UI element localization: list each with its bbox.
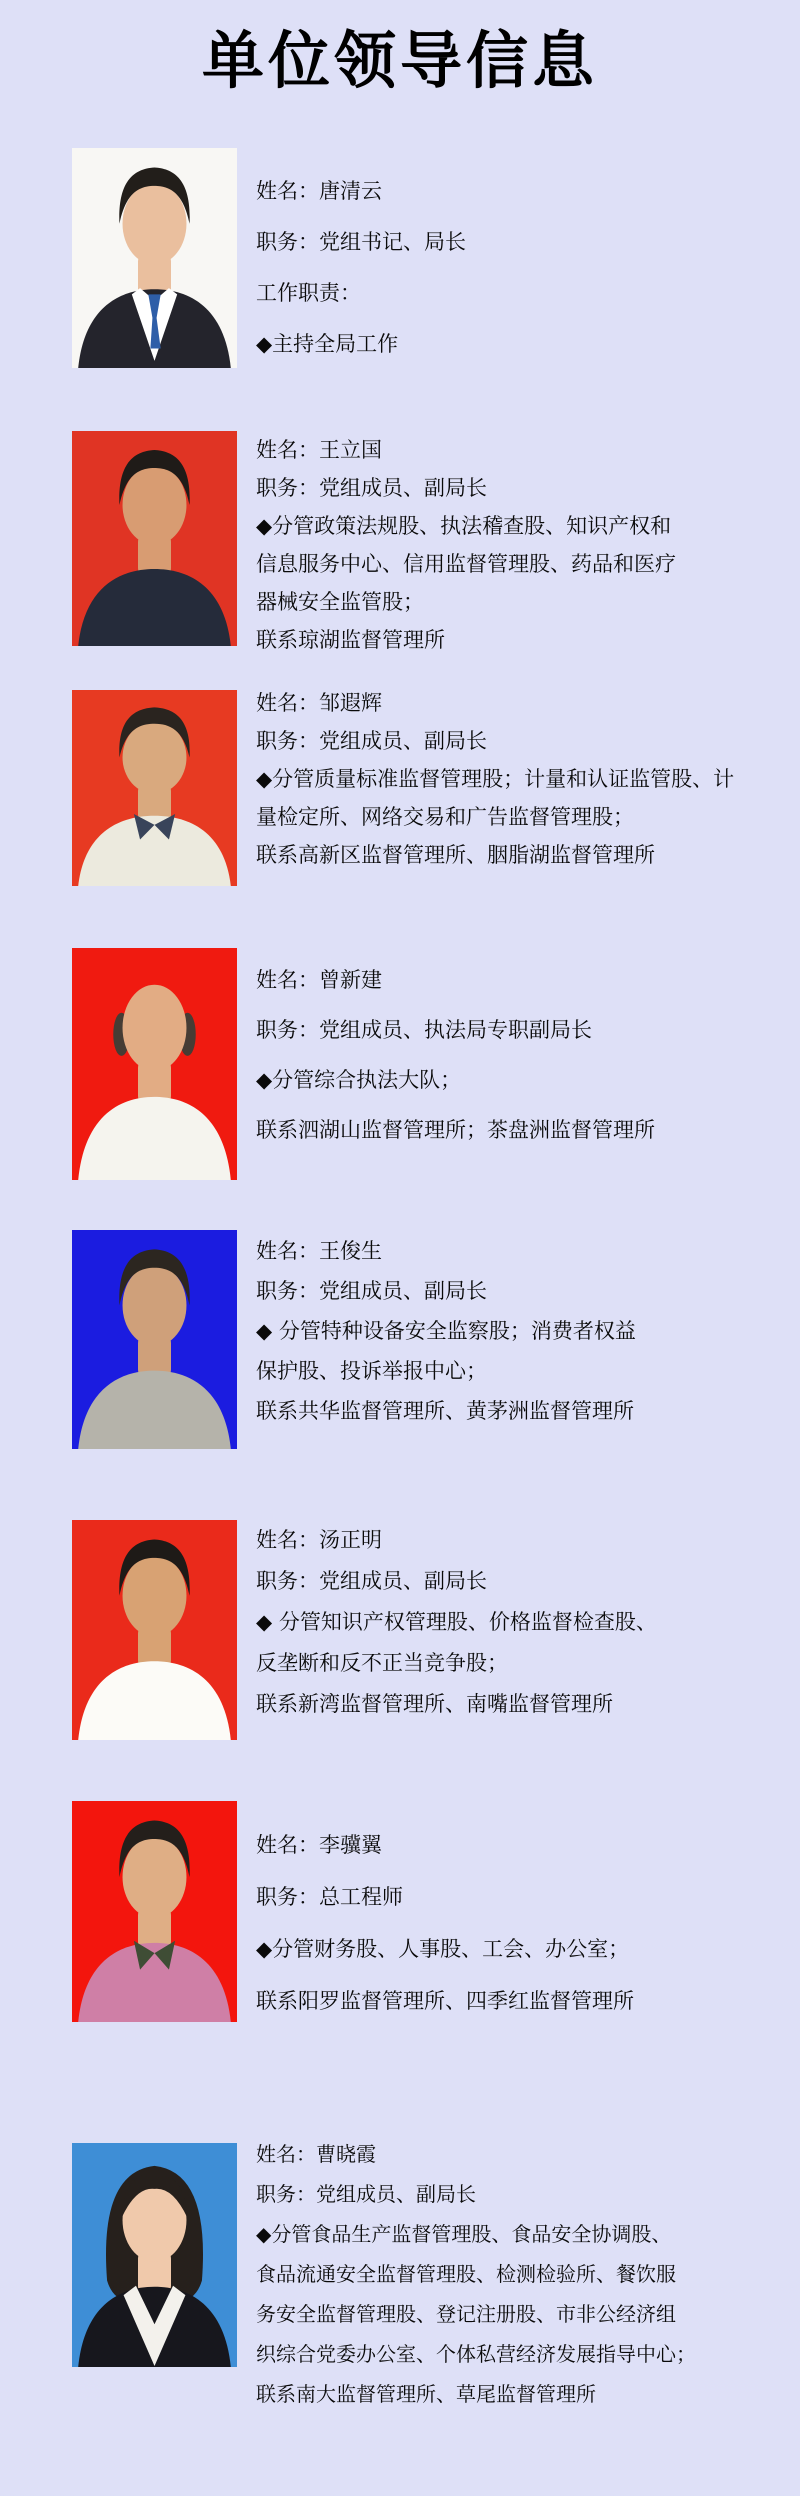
position-label: 职务：: [256, 2182, 316, 2206]
name-label: 姓名：: [256, 1528, 319, 1552]
leader-entry: [0, 1520, 800, 1740]
leader-name-line: [256, 166, 786, 217]
leader-name: 邹遐辉: [319, 691, 382, 715]
leader-name-line: [256, 1520, 786, 1561]
name-label: 姓名：: [256, 1239, 319, 1263]
leader-name-line: [256, 431, 786, 469]
leader-name-line: [256, 684, 786, 722]
portrait-illustration: [72, 148, 237, 368]
leader-duty-line: ◆分管食品生产监督管理股、食品安全协调股、: [256, 2222, 672, 2246]
leader-duty-line: 联系新湾监督管理所、南嘴监督管理所: [256, 1692, 613, 1716]
leader-duty-line: 联系阳罗监督管理所、四季红监督管理所: [256, 1989, 634, 2013]
leader-position-line: [256, 1005, 786, 1055]
leader-name-line: [256, 955, 786, 1005]
leader-text-block: [256, 1231, 786, 1431]
leader-name: 汤正明: [319, 1528, 382, 1552]
portrait-illustration: [72, 431, 237, 646]
leader-position-line: [256, 2174, 786, 2214]
portrait-illustration: [72, 1801, 237, 2022]
position-label: 职务：: [256, 729, 319, 753]
leader-position: 党组成员、副局长: [319, 729, 487, 753]
leader-name: 曾新建: [319, 968, 382, 992]
leader-photo: [72, 1520, 237, 1740]
leader-name-line: [256, 1819, 786, 1871]
leader-position-line: [256, 722, 786, 760]
leader-position: 总工程师: [319, 1885, 403, 1909]
leader-text-block: [256, 955, 786, 1155]
position-label: 职务：: [256, 476, 319, 500]
leader-entry: [0, 948, 800, 1180]
leader-duty-line: 织综合党委办公室、个体私营经济发展指导中心；: [256, 2342, 696, 2366]
leader-duty-line: 工作职责：: [256, 281, 361, 305]
leader-duty-line: 食品流通安全监督管理股、检测检验所、餐饮服: [256, 2262, 676, 2286]
leader-position: 党组成员、副局长: [319, 476, 487, 500]
leader-position-line: [256, 469, 786, 507]
leader-photo: [72, 148, 237, 368]
leader-position-line: [256, 217, 786, 268]
leader-name: 王俊生: [319, 1239, 382, 1263]
leader-name-line: [256, 2134, 786, 2174]
name-label: 姓名：: [256, 179, 319, 203]
leader-entry: [0, 690, 800, 886]
portrait-illustration: [72, 948, 237, 1180]
leader-name-line: [256, 1231, 786, 1271]
portrait-illustration: [72, 690, 237, 886]
leader-position: 党组成员、执法局专职副局长: [319, 1018, 592, 1042]
leader-duty-line: 联系共华监督管理所、黄茅洲监督管理所: [256, 1399, 634, 1423]
position-label: 职务：: [256, 1279, 319, 1303]
leader-duty-line: 器械安全监管股；: [256, 590, 424, 614]
leader-text-block: [256, 431, 786, 659]
leader-duty-line: ◆分管政策法规股、执法稽查股、知识产权和: [256, 514, 672, 538]
leader-duty-line: 联系泗湖山监督管理所；茶盘洲监督管理所: [256, 1118, 655, 1142]
leader-photo: [72, 948, 237, 1180]
leader-position-line: [256, 1561, 786, 1602]
portrait-illustration: [72, 2143, 237, 2367]
leader-duty-line: 联系琼湖监督管理所: [256, 628, 445, 652]
leader-entry: [0, 1801, 800, 2022]
leader-photo: [72, 1230, 237, 1449]
leader-duty-line: 保护股、投诉举报中心；: [256, 1359, 487, 1383]
leader-duty-line: 联系南大监督管理所、草尾监督管理所: [256, 2382, 596, 2406]
name-label: 姓名：: [256, 968, 319, 992]
leader-name: 唐清云: [319, 179, 382, 203]
position-label: 职务：: [256, 1018, 319, 1042]
name-label: 姓名：: [256, 438, 319, 462]
leader-name: 曹晓霞: [316, 2142, 376, 2166]
leader-duty-line: ◆分管质量标准监督管理股；计量和认证监管股、计: [256, 767, 735, 791]
leader-entry: [0, 148, 800, 368]
leader-duty-line: 信息服务中心、信用监督管理股、药品和医疗: [256, 552, 676, 576]
leader-position: 党组成员、副局长: [319, 1569, 487, 1593]
leader-photo: [72, 431, 237, 646]
leader-duty-line: ◆分管综合执法大队；: [256, 1068, 462, 1092]
name-label: 姓名：: [256, 1833, 319, 1857]
leader-name: 李骥翼: [319, 1833, 382, 1857]
leader-text-block: [256, 1520, 786, 1725]
leader-entry: [0, 1230, 800, 1449]
leader-position-line: [256, 1271, 786, 1311]
leader-text-block: [256, 2134, 786, 2414]
leader-duty-line: 务安全监督管理股、登记注册股、市非公经济组: [256, 2302, 676, 2326]
leader-photo: [72, 2143, 237, 2367]
position-label: 职务：: [256, 1569, 319, 1593]
leader-position: 党组成员、副局长: [319, 1279, 487, 1303]
position-label: 职务：: [256, 230, 319, 254]
leader-position: 党组成员、副局长: [316, 2182, 476, 2206]
leader-duty-line: ◆分管财务股、人事股、工会、办公室；: [256, 1937, 630, 1961]
name-label: 姓名：: [256, 2142, 316, 2166]
portrait-illustration: [72, 1520, 237, 1740]
leader-text-block: [256, 684, 786, 874]
leader-photo: [72, 1801, 237, 2022]
leader-duty-line: 反垄断和反不正当竞争股；: [256, 1651, 508, 1675]
position-label: 职务：: [256, 1885, 319, 1909]
leader-duty-line: 量检定所、网络交易和广告监督管理股；: [256, 805, 634, 829]
leader-name: 王立国: [319, 438, 382, 462]
page-title: 单位领导信息: [201, 24, 598, 97]
leader-duty-line: ◆ 分管特种设备安全监察股；消费者权益: [256, 1319, 636, 1343]
portrait-illustration: [72, 1230, 237, 1449]
leader-entry: [0, 2142, 800, 2406]
leader-text-block: [256, 1819, 786, 2027]
leader-entry: [0, 431, 800, 652]
leader-text-block: [256, 166, 786, 370]
leader-duty-line: ◆ 分管知识产权管理股、价格监督检查股、: [256, 1610, 657, 1634]
name-label: 姓名：: [256, 691, 319, 715]
leader-position-line: [256, 1871, 786, 1923]
leader-position: 党组书记、局长: [319, 230, 466, 254]
leader-photo: [72, 690, 237, 886]
leader-duty-line: 联系高新区监督管理所、胭脂湖监督管理所: [256, 843, 655, 867]
leader-duty-line: ◆主持全局工作: [256, 332, 399, 356]
